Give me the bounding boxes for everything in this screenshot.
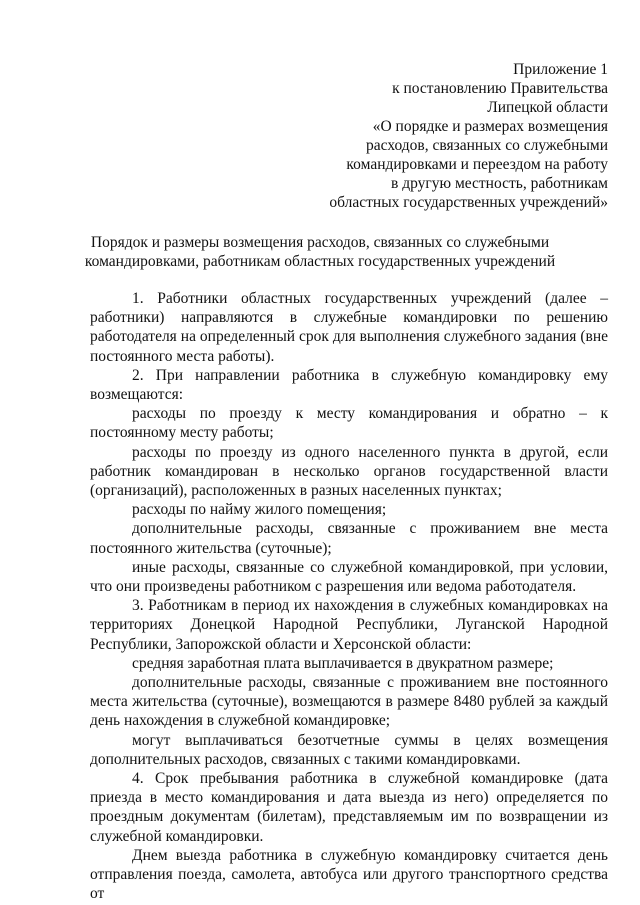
appendix-line: командировками и переездом на работу (346, 156, 608, 173)
appendix-line: к постановлению Правительства (392, 80, 608, 97)
appendix-line: в другую местность, работникам (391, 175, 608, 192)
paragraph: дополнительные расходы, связанные с проживанием вне места постоянного жительства (суточные); (90, 520, 608, 557)
appendix-line: Приложение 1 (513, 61, 608, 78)
appendix-line: областных государственных учреждений» (329, 194, 608, 211)
paragraph: могут выплачиваться безотчетные суммы в целях возмещения дополнительных расходов, связанных с такими командировками. (90, 731, 608, 768)
paragraph: расходы по проезду из одного населенного пункта в другой, если работник командирован в несколько органов государственной власти (организаций), расположенных в разных населенных пунктах; (90, 443, 608, 500)
appendix-line: Липецкой области (487, 99, 608, 116)
paragraph: расходы по найму жилого помещения; (132, 501, 387, 519)
appendix-header (288, 60, 608, 212)
paragraph: дополнительные расходы, связанные с проживанием вне постоянного места жительства (суточные), возмещаются в размере 8480 рублей за каждый день нахождения в служебной командировке; (90, 674, 608, 730)
paragraph: иные расходы, связанные со служебной командировкой, при условии, что они произведены работником с разрешения или ведома работодателя. (90, 558, 608, 596)
document-body (90, 289, 608, 904)
appendix-line: расходов, связанных со служебными (366, 137, 608, 154)
paragraph: 1. Работники областных государственных учреждений (далее – работники) направляются в служебные командировки по решению работодателя на определенный срок для выполнения служебного задания (вне постоянного места работы). (90, 290, 608, 365)
title-line-2: командировками, работникам областных государственных учреждений (84, 253, 556, 270)
paragraph: 4. Срок пребывания работника в служебной командировке (дата приезда в место командирования и дата выезда из него) определяется по проездным документам (билетам), представляемым им по возвращении из служебной командировки. (90, 770, 608, 845)
paragraph: средняя заработная плата выплачивается в двукратном размере; (132, 654, 554, 672)
paragraph: расходы по проезду к месту командирования и обратно – к постоянному месту работы; (90, 405, 608, 442)
title-line-1: Порядок и размеры возмещения расходов, связанных со служебными (90, 234, 550, 251)
paragraph: 3. Работникам в период их нахождения в служебных командировках на территориях Донецкой Народной Республики, Луганской Народной Республики, Запорожской области и Херсонской области: (90, 597, 608, 653)
paragraph: Днем выезда работника в служебную командировку считается день отправления поезда, самолета, автобуса или другого транспортного средства от (90, 846, 608, 903)
document-title (80, 233, 560, 271)
appendix-line: «О порядке и размерах возмещения (372, 118, 608, 135)
paragraph: 2. При направлении работника в служебную командировку ему возмещаются: (90, 366, 608, 404)
